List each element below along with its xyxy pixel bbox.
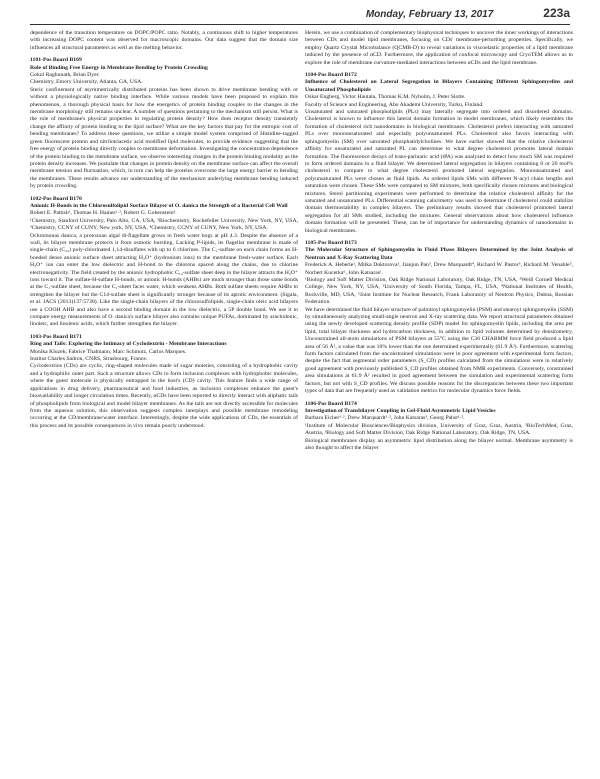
left-column [30, 30, 298, 775]
abstract-id: 1105-Pos Board B173 [305, 239, 357, 246]
continued-text: Herein, we use a combination of complementary biophysical techniques to uncover the inner workings of interactions between CDs and model lipid membranes, focusing on CDs' membrane-perturbing properties. Specifically, we employ Quartz Crystal Microbalance (QCMB-D) to reveal variations in viscoelastic properties of a lipid membrane induced by the presence of αCD. Furthermore, the application of confocal microscopy and CryoTEM allows us to explore the role of membrane curvature-mediated interactions between αCDs and the lipid membrane. [305, 30, 573, 66]
abstract-affiliation: ¹Institute of Molecular Biosciences/Biophysics division, University of Graz, Graz, Austria, ²BioTechMed, Graz, Austria, ³Biology and Soft Matter Division, Oak Ridge National Laboratory, Oak Ridge, TN, USA. [305, 422, 573, 437]
abstract-body: We have determined the fluid bilayer structure of palmitoyl sphingomyelin (PSM) and stearoyl sphingomyelin (SSM) by simultaneously analyzing small-angle neutron and X-ray scattering data. We report structural parameters obtained using the newly developed scattering density profile (SDP) model for sphingomyelin lipids, including the area per lipid, total bilayer thickness and hydrocarbon thickness, in addition to lipid volumes determined by densitometry. Unconstrained all-atom simulations of PSM bilayers at 55°C using the C36 CHARMM force field produced a lipid area of 56 Å², a value that was 10% lower than the one determined experimentally (61.9 Å²). Furthermore, scattering form factors calculated from the unconstrained simulations were in poor agreement with experimental form factors, despite the fact that segmental order parameters (S_CD) profiles calculated from the simulations were in relatively good agreement with previously published S_CD profiles obtained from NMR experiments. Conversely, constrained area simulations at 61.9 Å² resulted in good agreement between the simulation and experimental scattering form factors, but not with S_CD profiles. We discuss possible reasons for the discrepancies between these two important types of data that are frequently used as validation metrics for molecular dynamics force fields. [305, 306, 573, 395]
abstract-affiliation: Chemistry, Emory University, Atlanta, GA, USA. [30, 79, 143, 86]
abstract-title: Anionic H-Bonds in the Chlorosulfolipid Surface Bilayer of O. danica the Strength of a Bacterial Cell Wall [30, 202, 288, 209]
abstract-1102 [30, 196, 298, 329]
abstract-title: Investigation of Transbilayer Coupling in Gel-Fluid Asymmetric Lipid Vesicles [305, 407, 496, 414]
header-rule [30, 24, 570, 25]
abstract-1106 [305, 401, 573, 453]
abstract-1103 [30, 334, 298, 430]
abstract-affiliation: ¹Biology and Soft Matter Division, Oak Ridge National Laboratory, Oak Ridge, TN, USA, ²Weill Cornell Medical College, New York, NY, USA, ³University of South Florida, Tampa, FL, USA, ⁴National Institutes of Health, Rockville, MD, USA, ⁵Joint Institute for Nuclear Research, Frank Laboratory of Neutron Physics, Dubna, Russian Federation. [305, 277, 573, 306]
abstract-affiliation: ¹Chemistry, Stanford University, Palo Alto, CA, USA, ²Biochemistry, Rockefeller University, New York, NY, USA, ³Chemistry, CCNY of CUNY, New york, NY, USA, ⁴Chemistry, CCNY of CUNY, New York, NY, USA. [30, 217, 298, 232]
abstract-body: Steric confinement of asymmetrically distributed proteins has been shown to drive membrane bending with or without a physiologically native binding interface. While various models have been proposed to explain this phenomenon, a thorough physical basis for how the energetics of protein binding couples to the changes in the membrane morphology still remains unclear. A number of questions pertaining to the mechanism still persist. What is the role of membrane's physical properties in regulating protein density? How does receptor density transiently change the affinity of protein binding to the lipid surface? What are the key factors that pay for the entropic cost of bending membranes? To address these questions, we utilize a simple model system comprised of Histidine-tagged green fluorescent protein and nitrilotriacetic acid modified lipid molecules, to provide evidence suggesting that the free energy of protein binding directly couples to membrane deformation. Investigating the concentration dependence of the protein binding to the membrane surface, we observe interesting changes in the protein binding modality as the protein density increases. We postulate that changes in protein density on the membrane surface can affect the overall membrane tension and fluctuation, which, in turn can help the proteins overcome the large energy barrier to bending the membranes. These results advance our understanding of the mechanism underlying membrane bending induced by protein crowding. [30, 86, 298, 190]
continued-text: dependence of the transition temperature on DOPC/POPC ratio. Notably, a continuous shift to higher temperatures with increasing DOPC content was observed for macroscopic domains. Our data suggest that the domain size influences all structural parameters as well as the melting behavior. [30, 30, 298, 51]
abstract-1104 [305, 72, 573, 235]
header-date: Monday, February 13, 2017 [365, 9, 494, 20]
abstract-body: Ochromonas danica, a protozoan algal di-flagellate grows in fresh water bogs at pH 4.3. Despite the absence of a wall, its bilayer membrane protects it from osmotic bursting. Lacking P-lipids, its flagellar membrane is made of single-chain (C₂₂) poly-chlorinated 1,14-disulfates with up to 6 chlorines. The C₁-sulfate on each chain forms an H-bonded dense anionic surface sheet attracting H₃O⁺ (hydronium ions) to the membrane fresh-water surface. Each H₃O⁺ ion can enter the low dielectric and H-bond to the chlorons spaced along the chains, due to chlorine electronegativity. The field created by the anionic hydrophobic C₁₄-sulfate sheet deep in the bilayer attracts the H₃O⁺ ions toward it. The sulfate-H-sulfate H-bonds, or anionic H-bonds (AHBs) are much stronger than those same bonds at the C₁-sulfate sheet, because the C₁-sheet faces water, which weakens AHBs. Both sulfate sheets require AHBs to strengthen the bilayer but the C14-sulfate sheet is significantly stronger because of its aprotic environment. (Sigala, et al. JACS (2013)137:5730). Like the single-chain bilayers of the chlorosulfolipids, single-chain oleic acid bilayers use a COOH AHB and also have a second binding domain in the low dielectric, a 5P double bond. We use it to compare energy measurements of O. danica's surface bilayer also contains unique PUFAs, dominated by arachidonic, linoleic, and linolenic acids, which further strengthen the bilayer. [30, 232, 298, 328]
abstract-id: 1106-Pos Board B174 [305, 400, 357, 407]
abstract-title: Influence of Cholesterol on Lateral Segregation in Bilayers Containing Different Sphingomyelins and Unsaturated Phospholipids [305, 79, 573, 93]
abstract-affiliation: Institut Charles Sadron, CNRS, Strasbourg, France. [30, 356, 148, 363]
abstract-title: Role of Binding Free Energy in Membrane Bending by Protein Crowding [30, 64, 208, 71]
abstract-id: 1101-Pos Board B169 [30, 57, 82, 64]
page-header [30, 6, 570, 22]
abstract-authors: Oskar Engberg, Victor Hautala, Thomas K.M. Nyholm, J. Peter Slotte. [305, 94, 466, 101]
abstract-body: Biological membranes display an asymmetric lipid distribution along the bilayer normal. Membrane asymmetry is also thought to affect the bilayer [305, 437, 573, 451]
abstract-id: 1102-Pos Board B170 [30, 195, 82, 202]
abstract-body: Unsaturated and saturated phospholipids (PLs) may laterally segregate into ordered and disordered domains. Cholesterol is known to influence this lateral domain formation in model membranes, which likely resembles the formation of cholesterol rich nanodomains in biological membranes. Cholesterol prefers interacting with saturated PLs over monounsaturated and especially polyunsaturated PLs. Cholesterol also favors interacting with sphingomyelin (SM) over saturated phosphatidylcholines. We have earlier showed that the relative cholesterol affinity for unsaturated and saturated PL can determine to what degree cholesterol promotes lateral domain formation. The fluorescence decays of trans-parinaric acid (tPA) was analyzed to detect how much SM was required to form ordered domains in a fluid bilayer. We determined lateral segregation in bilayers containing 0 or 20 mol% cholesterol to compare to what degree cholesterol promoted lateral segregation. Monounsaturated and polyunsaturated PLs were chosen as fluid lipids. As ordered lipids SMs with different N-acyl chain lengths and saturation were chosen. These SMs were compared to SM mixtures, both specifically chosen mixtures and biological mixtures. Sterol partitioning experiments were performed to determine the relative cholesterol affinity for the saturated and unsaturated PLs. Differential scanning calorimetry was used to determine if cholesterol could stabilize domain thermostability in complex bilayers. The preliminary results showed that cholesterol promoted lateral segregation for all SMs studied, including the mixtures. General observations about how cholesterol influence domain formation will be presented. These, can be of importance for understanding dynamics of nanodomains in biological membranes. [305, 109, 573, 234]
abstract-authors: Gokul Raghunath, Brian Dyer. [30, 72, 100, 79]
abstract-authors: Frederick A. Heberle¹, Milka Doktorova², Jianjun Pan³, Drew Marquardt⁴, Richard W. Pastor⁵, Richard M. Venable⁵, Norbert Kucerka⁶, John Katsaras¹. [305, 262, 573, 276]
abstract-authors: Robert E. Pattish¹, Thomas H. Haines¹·², Robert G. Gohenstein³. [30, 210, 177, 217]
right-column [305, 30, 573, 775]
abstract-authors: Monika Kluzek, Fabrice Thalmann, Marc Schmutz, Carlos Marques. [30, 348, 187, 355]
abstract-1101 [30, 57, 298, 190]
abstract-authors: Barbara Eicher¹·², Drew Marquardt¹·², John Katsaras³, Georg Pabst¹·². [305, 415, 465, 422]
page-number: 223a [543, 6, 570, 20]
abstract-affiliation: Faculty of Science and Engineering, Abo Akademi University, Turku, Finland. [305, 101, 484, 108]
abstract-body: Cyclodextrins (CDs) are cyclic, ring-shaped molecules made of sugar moieties, consisting of a hydrophobic cavity and a hydrophilic outer part. Such a structure allows CDs to form inclusion complexes with hydrophobic molecules, where the guest molecule is physically entrapped in the host's (CD) cavity. This feature finds a wide range of applications in drug delivery, pharmaceutical and food industries, as inclusion complexes enhance the guest's bioavailability and longer circulation times. Recently, αCDs have been reported to directly interact with aliphatic tails of phospholipids from biological and model bilayer membranes. As the tails are not directly accessible for molecules from the aqueous solution, this observation suggests complex interplays and possible membrane remodeling occurring at the CD/membrane/water interface. Interestingly, despite the wide applications of CDs, the essentials of this process and its possible consequences in vivo remain poorly understood. [30, 363, 298, 429]
abstract-1105 [305, 240, 573, 396]
abstract-id: 1104-Pos Board B172 [305, 72, 357, 79]
abstract-title: The Molecular Structure of Sphingomyelin in Fluid Phase Bilayers Determined by the Joint Analysis of Neutron and X-Ray Scattering Data [305, 247, 573, 261]
abstract-title: Ring and Tails: Exploring the Intimacy of Cyclodextrin - Membrane Interactions [30, 341, 227, 348]
abstract-id: 1103-Pos Board B171 [30, 333, 82, 340]
